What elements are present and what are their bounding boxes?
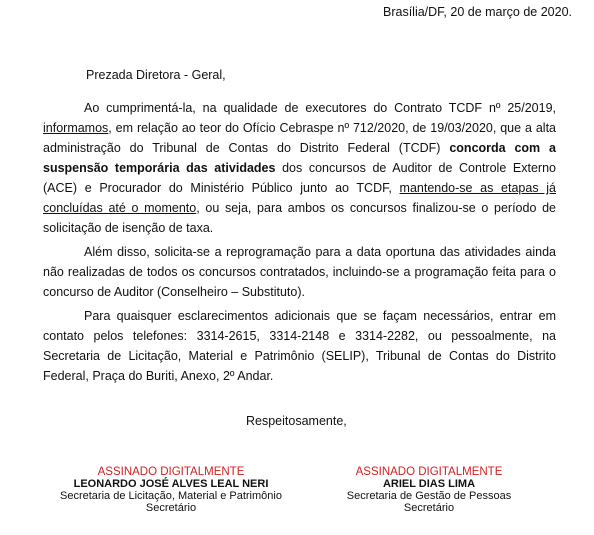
signature-block-1 <box>48 466 294 514</box>
signer-unit: Secretaria de Licitação, Material e Patrimônio <box>60 490 282 502</box>
closing: Respeitosamente, <box>246 414 347 428</box>
p1-bold-suspension: concorda com a suspensão temporária das atividades <box>43 141 556 175</box>
p1-text-a: Ao cumprimentá-la, na qualidade de executores do Contrato TCDF nº 25/2019, <box>84 101 556 115</box>
p1-underlined-informamos: informamos <box>43 121 109 135</box>
signer-name: LEONARDO JOSÉ ALVES LEAL NERI <box>73 478 269 490</box>
signer-role: Secretário <box>403 502 455 514</box>
p1-text-c: , em relação ao teor do Ofício Cebraspe nº 712/2020, de 19/03/2020, que a alta administração do Tribunal de Contas do Distrito Federal (TCDF) <box>43 121 556 155</box>
letter-body <box>43 98 556 386</box>
salutation: Prezada Diretora - Geral, <box>86 68 226 82</box>
signer-role: Secretário <box>145 502 197 514</box>
signer-unit: Secretaria de Gestão de Pessoas <box>346 490 512 502</box>
p1-text-e: dos concursos de Auditor de Controle Externo (ACE) e Procurador do Ministério Público junto ao TCDF, <box>43 161 556 195</box>
p1-text-g: , ou seja, para ambos os concursos finalizou-se o período de solicitação de isenção de taxa. <box>43 201 556 235</box>
letter-date: Brasília/DF, 20 de março de 2020. <box>383 5 572 19</box>
signature-block-2 <box>324 466 534 514</box>
paragraph-2: Além disso, solicita-se a reprogramação para a data oportuna das atividades ainda não realizadas de todos os concursos contratados, incluindo-se a programação feita para o concurso de Auditor (Conselheiro – Substituto). <box>43 245 556 299</box>
p1-underlined-stages: mantendo-se as etapas já concluídas até o momento <box>43 181 556 215</box>
signer-name: ARIEL DIAS LIMA <box>382 478 476 490</box>
digital-signature-stamp: ASSINADO DIGITALMENTE <box>355 466 503 478</box>
digital-signature-stamp: ASSINADO DIGITALMENTE <box>97 466 245 478</box>
paragraph-1 <box>43 98 556 238</box>
paragraph-3: Para quaisquer esclarecimentos adicionais que se façam necessários, entrar em contato pelos telefones: 3314-2615, 3314-2148 e 3314-2282, ou pessoalmente, na Secretaria de Licitação, Material e Patrimônio (SELIP), Tribunal de Contas do Distrito Federal, Praça do Buriti, Anexo, 2º Andar. <box>43 309 556 383</box>
